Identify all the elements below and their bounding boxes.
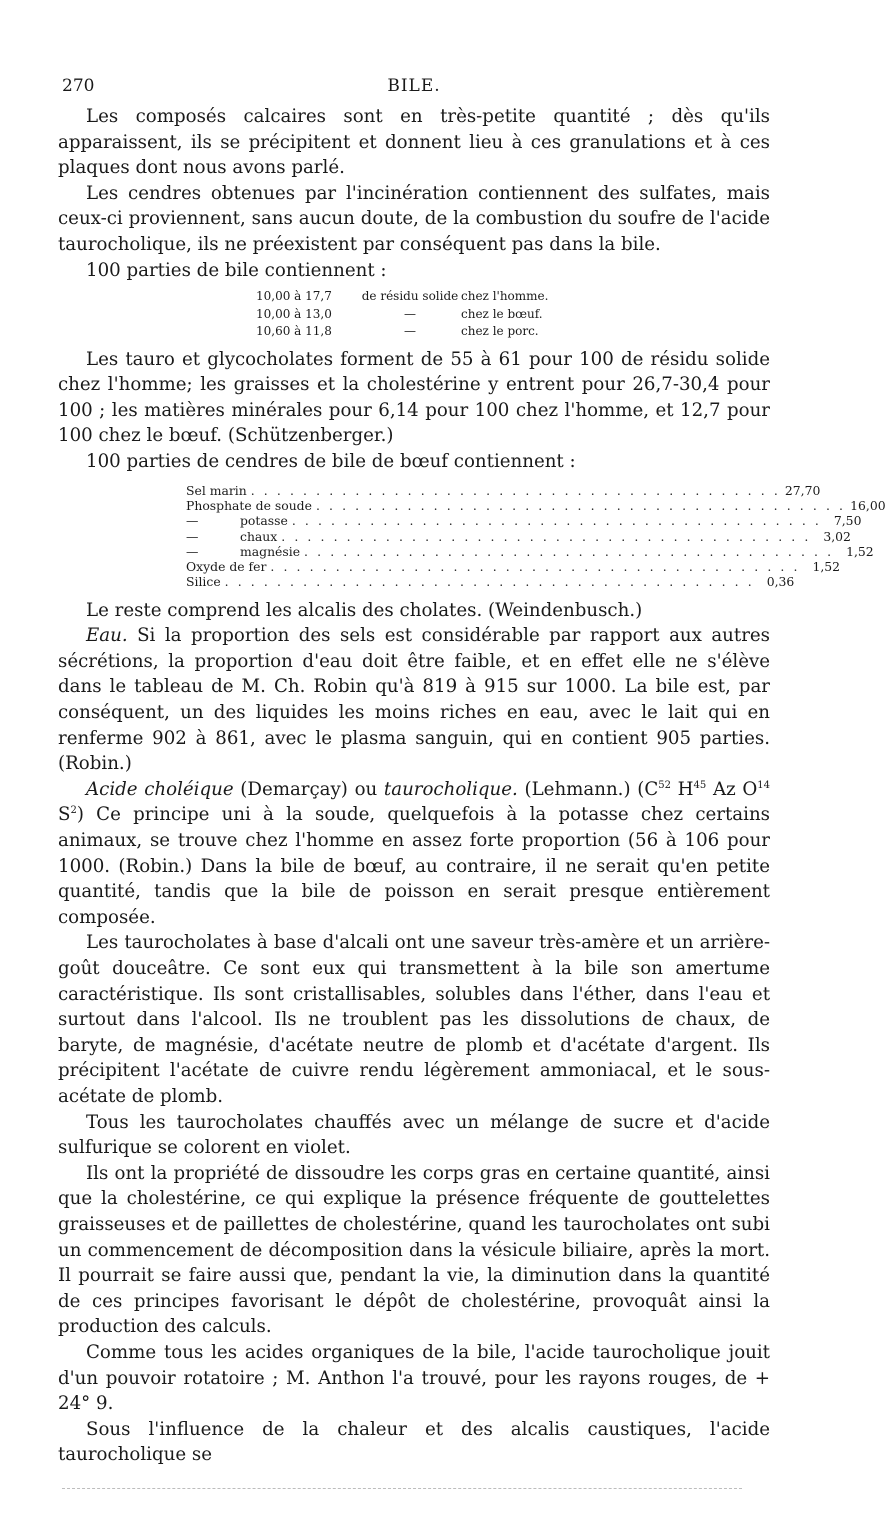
ash-row xyxy=(186,528,851,544)
ditto-dash: — xyxy=(186,528,199,544)
paragraph-taurocholates-properties: Les taurocholates à base d'alcali ont une saveur très-amère et un arrière-goût douceâtre. Ce sont eux qui transmettent à la bile son amertume caractéristique. Ils sont cristallisables, solubles dans l'éther, dans l'eau et surtout dans l'alcool. Ils ne troublent pas les dissolutions de chaux, de baryte, de magnésie, d'acétate neutre de plomb et d'acétate d'argent. Ils précipitent l'acétate de cuivre rendu légèrement ammoniacal, et le sous-acétate de plomb. xyxy=(58,932,770,1107)
ash-label: Silice xyxy=(186,574,221,590)
ash-value: 16,00 xyxy=(850,497,886,513)
ash-table xyxy=(186,482,886,590)
residue-animal: chez le porc. xyxy=(461,324,539,339)
paragraph-remainder: Le reste comprend les alcalis des cholates. (Weindenbusch.) xyxy=(86,599,643,621)
ash-value: 27,70 xyxy=(784,482,821,498)
ash-label: Oxyde de fer xyxy=(186,559,267,575)
formula-subscript: 2 xyxy=(70,805,77,817)
paragraph-water-text: Si la proportion des sels est considérable par rapport aux autres sécrétions, la proportion d'eau doit être faible, et en effet elle ne s'élève dans le tableau de M. Ch. Robin qu'à 819 à 915 sur 1000. La bile est, par conséquent, un des liquides les moins riches en eau, avec le lait qui en renferme 902 à 861, avec le plasma sanguin, qui en contient 905 parties. (Robin.) xyxy=(58,625,770,775)
ash-label-group xyxy=(186,544,300,559)
residue-label: de résidu solide xyxy=(361,289,459,304)
residue-table xyxy=(256,288,770,341)
ash-row xyxy=(186,543,874,559)
ash-label-group xyxy=(186,513,288,528)
ash-label: Sel marin xyxy=(186,482,247,498)
ash-row xyxy=(186,559,841,575)
paragraph-choleic-acid xyxy=(58,777,770,931)
text-fragment: (Demarçay) ou xyxy=(233,778,384,800)
ash-value: 7,50 xyxy=(833,513,862,529)
paragraph-rotatory-power: Comme tous les acides organiques de la bile, l'acide taurocholique jouit d'un pouvoir rotatoire ; M. Anthon l'a trouvé, pour les rayons rouges, de + 24° 9. xyxy=(58,1341,770,1415)
paragraph-ashes-sulfates: Les cendres obtenues par l'incinération contiennent des sulfates, mais ceux-ci proviennent, sans aucun doute, de la combustion du soufre de l'acide taurocholique, ils ne préexistent par conséquent pas dans la bile. xyxy=(58,182,770,255)
residue-range: 10,00 à 13,0 xyxy=(256,306,332,321)
leader-dots: . . . . . . . . . . . . . . . . . . . . . . . . . . . . . . . . . . . . . . . . . xyxy=(291,513,822,529)
ditto-dash: — xyxy=(186,543,199,559)
term-taurocholic: taurocholique. xyxy=(383,778,518,800)
paragraph-cholates-proportions: Les tauro et glycocholates forment de 55 à 61 pour 100 de résidu solide chez l'homme; les graisses et la cholestérine y entrent pour 26,7-30,4 pour 100 ; les matières minérales pour 6,14 pour 100 chez l'homme, et 12,7 pour 100 chez le bœuf. (Schützenberger.) xyxy=(58,348,770,447)
ash-row xyxy=(186,482,821,498)
term-water: Eau. xyxy=(86,625,128,647)
leader-dots: . . . . . . . . . . . . . . . . . . . . . . . . . . . . . . . . . . . . . . . . . xyxy=(315,497,846,513)
formula-subscript: 45 xyxy=(693,779,707,791)
residue-animal: chez l'homme. xyxy=(461,289,549,304)
residue-animal: chez le bœuf. xyxy=(461,306,543,321)
residue-row xyxy=(256,288,770,306)
leader-dots: . . . . . . . . . . . . . . . . . . . . . . . . . . . . . . . . . . . . . . . . . xyxy=(281,528,811,544)
bottom-rule xyxy=(62,1488,742,1489)
paragraph-water xyxy=(58,623,770,777)
residue-label: — xyxy=(404,306,416,321)
running-title: BILE. xyxy=(387,76,441,96)
leader-dots: . . . . . . . . . . . . . . . . . . . . . . . . . . . . . . . . . . . . . . . . . xyxy=(250,482,781,498)
formula-subscript: 14 xyxy=(757,779,770,791)
ash-value: 0,36 xyxy=(766,574,795,590)
paragraph-fat-dissolution: Ils ont la propriété de dissoudre les corps gras en certaine quantité, ainsi que la cholestérine, ce qui explique la présence fréquente de gouttelettes graisseuses et de paillettes de cholestérine, quand les taurocholates ont subi un commencement de décomposition dans la vésicule biliaire, après la mort. Il pourrait se faire aussi que, pendant la vie, la diminution dans la quantité de ces principes favorisant le dépôt de cholestérine, provoquât ainsi la production des calculs. xyxy=(58,1162,770,1338)
residue-label: — xyxy=(404,324,416,339)
ash-label: chaux xyxy=(240,528,278,544)
ash-label-group xyxy=(186,529,277,544)
formula-element: Az O xyxy=(706,778,758,800)
text-fragment: (Lehmann.) (C xyxy=(517,778,659,800)
running-header xyxy=(58,74,770,104)
leader-dots: . . . . . . . . . . . . . . . . . . . . . . . . . . . . . . . . . . . . . . . . . xyxy=(270,559,801,575)
ash-row xyxy=(186,513,862,529)
ash-value: 1,52 xyxy=(846,543,874,559)
residue-range: 10,00 à 17,7 xyxy=(256,289,332,304)
ash-value: 1,52 xyxy=(812,559,841,575)
ash-label: potasse xyxy=(240,513,288,529)
residue-range: 10,60 à 11,8 xyxy=(256,324,332,339)
residue-row xyxy=(256,306,770,324)
term-choleic-acid: Acide choléique xyxy=(86,778,234,800)
ash-row xyxy=(186,574,795,590)
page-number: 270 xyxy=(62,76,95,96)
paragraph-heat-influence: Sous l'influence de la chaleur et des alcalis caustiques, l'acide taurocholique se xyxy=(58,1418,770,1466)
paragraph-violet-reaction: Tous les taurocholates chauffés avec un mélange de sucre et d'acide sulfurique se colorent en violet. xyxy=(58,1111,770,1159)
formula-subscript: 52 xyxy=(658,779,671,791)
leader-dots: . . . . . . . . . . . . . . . . . . . . . . . . . . . . . . . . . . . . . . . . . xyxy=(224,574,755,590)
ash-value: 3,02 xyxy=(823,528,851,544)
ditto-dash: — xyxy=(186,513,199,529)
ash-label: Phosphate de soude xyxy=(186,497,312,513)
formula-element: S xyxy=(58,804,71,826)
ash-row xyxy=(186,497,886,513)
leader-dots: . . . . . . . . . . . . . . . . . . . . . . . . . . . . . . . . . . . . . . . . . xyxy=(304,543,834,559)
paragraph-calcium-compounds: Les composés calcaires sont en très-petite quantité ; dès qu'ils apparaissent, ils se précipitent et donnent lieu à ces granulations et à ces plaques dont nous avons parlé. xyxy=(58,106,770,179)
paragraph-bile-intro: 100 parties de bile contiennent : xyxy=(86,259,387,281)
residue-row xyxy=(256,323,770,341)
book-page xyxy=(58,74,886,1468)
formula-element: H xyxy=(670,778,694,800)
paragraph-ash-intro: 100 parties de cendres de bile de bœuf contiennent : xyxy=(86,451,576,473)
text-fragment: ) Ce principe uni à la soude, quelquefois à la potasse chez certains animaux, se trouve chez l'homme en assez forte proportion (56 à 106 pour 1000. (Robin.) Dans la bile de bœuf, au contraire, il ne serait qu'en petite quantité, tandis que la bile de poisson en serait presque entièrement composée. xyxy=(58,804,770,928)
ash-label: magnésie xyxy=(240,543,301,559)
